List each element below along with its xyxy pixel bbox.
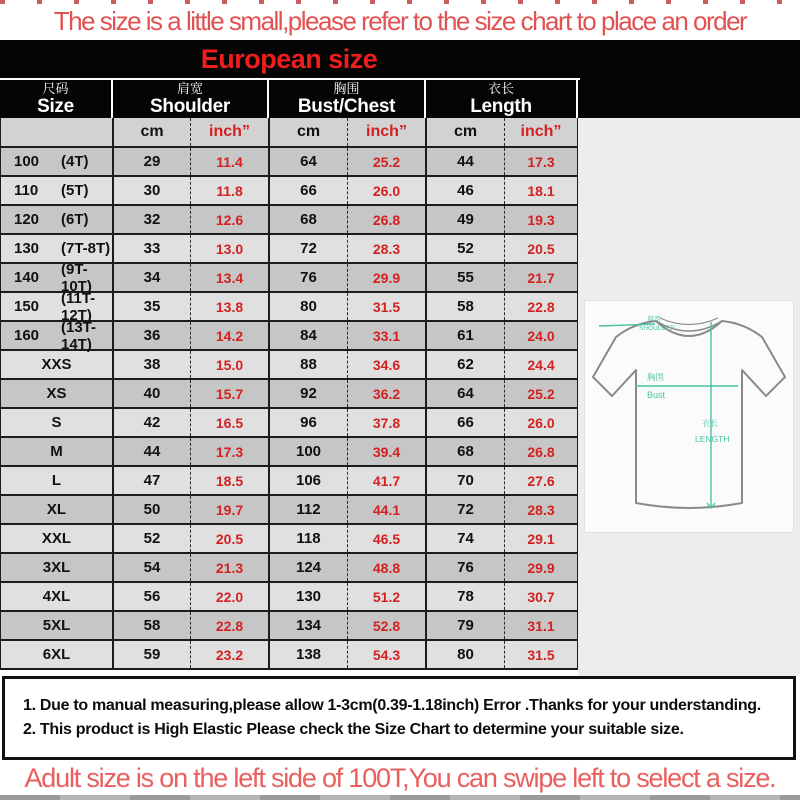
footer-swipe-hint: Adult size is on the left side of 100T,You can swipe left to select a size. (24, 763, 776, 793)
inch-value: 54.3 (348, 641, 427, 668)
cm-value: 84 (270, 322, 348, 349)
cm-value: 96 (270, 409, 348, 436)
notes-box (2, 676, 796, 760)
unit-inch: inch” (348, 118, 427, 146)
cm-value: 50 (114, 496, 191, 523)
inch-value: 22.8 (505, 293, 579, 320)
table-row (0, 583, 580, 612)
size-cell: 3XL (1, 554, 114, 581)
size-cell (1, 318, 114, 353)
tshirt-measure-diagram (585, 301, 793, 532)
cm-value: 52 (427, 235, 505, 262)
size-cell: XS (1, 380, 114, 407)
cm-value: 134 (270, 612, 348, 639)
inch-value: 16.5 (191, 409, 270, 436)
header-length-cn: 衣长 (487, 81, 514, 96)
table-row (0, 496, 580, 525)
cm-value: 118 (270, 525, 348, 552)
inch-value: 29.9 (348, 264, 427, 291)
inch-value: 26.8 (505, 438, 579, 465)
inch-value: 36.2 (348, 380, 427, 407)
cm-value: 42 (114, 409, 191, 436)
cm-value: 62 (427, 351, 505, 378)
cm-value: 76 (270, 264, 348, 291)
age-tag: (11T-12T) (61, 289, 96, 324)
cm-value: 100 (270, 438, 348, 465)
size-cell: XXL (1, 525, 114, 552)
unit-cm: cm (114, 118, 191, 146)
table-row (0, 554, 580, 583)
inch-value: 41.7 (348, 467, 427, 494)
size-cell: XXS (1, 351, 114, 378)
size-value: 100 (14, 153, 40, 170)
header-shoulder (113, 80, 269, 118)
cm-value: 112 (270, 496, 348, 523)
inch-value: 46.5 (348, 525, 427, 552)
cm-value: 92 (270, 380, 348, 407)
header-length (426, 80, 578, 118)
bust-label-cn: 胸围 (647, 372, 665, 382)
bust-label-en: Bust (647, 390, 666, 400)
unit-cm: cm (270, 118, 348, 146)
inch-value: 34.6 (348, 351, 427, 378)
size-cell: M (1, 438, 114, 465)
inch-value: 24.4 (505, 351, 579, 378)
cm-value: 124 (270, 554, 348, 581)
cm-value: 46 (427, 177, 505, 204)
inch-value: 15.7 (191, 380, 270, 407)
inch-value: 22.0 (191, 583, 270, 610)
header-shoulder-en: Shoulder (150, 96, 230, 117)
unit-row (0, 118, 580, 148)
size-cell (1, 289, 114, 324)
cm-value: 61 (427, 322, 505, 349)
shoulder-label-cn: 肩宽 (647, 316, 661, 323)
cm-value: 72 (270, 235, 348, 262)
age-tag: (4T) (61, 153, 89, 170)
size-cell: 5XL (1, 612, 114, 639)
header-bust-en: Bust/Chest (297, 96, 396, 117)
size-value: 150 (14, 298, 40, 315)
unit-inch: inch” (505, 118, 579, 146)
cm-value: 54 (114, 554, 191, 581)
cm-value: 88 (270, 351, 348, 378)
size-value: 120 (14, 211, 40, 228)
size-cell: S (1, 409, 114, 436)
table-header-banner (0, 40, 800, 118)
age-tag: (13T-14T) (61, 318, 97, 353)
table-row (0, 148, 580, 177)
european-size-title: European size (200, 44, 378, 74)
cm-value: 47 (114, 467, 191, 494)
inch-value: 20.5 (505, 235, 579, 262)
inch-value: 37.8 (348, 409, 427, 436)
cm-value: 52 (114, 525, 191, 552)
cm-value: 44 (114, 438, 191, 465)
age-tag: (6T) (61, 211, 89, 228)
inch-value: 25.2 (348, 148, 427, 175)
cm-value: 38 (114, 351, 191, 378)
cm-value: 72 (427, 496, 505, 523)
cm-value: 78 (427, 583, 505, 610)
cm-value: 35 (114, 293, 191, 320)
cm-value: 32 (114, 206, 191, 233)
cm-value: 80 (427, 641, 505, 668)
age-tag: (5T) (61, 182, 89, 199)
age-tag: (7T-8T) (61, 240, 111, 257)
cm-value: 36 (114, 322, 191, 349)
size-cell: 4XL (1, 583, 114, 610)
size-cell (1, 177, 114, 204)
cm-value: 30 (114, 177, 191, 204)
size-cell (1, 235, 114, 262)
header-size-en: Size (37, 96, 74, 117)
inch-value: 26.8 (348, 206, 427, 233)
cm-value: 59 (114, 641, 191, 668)
inch-value: 18.1 (505, 177, 579, 204)
table-row (0, 612, 580, 641)
cm-value: 40 (114, 380, 191, 407)
inch-value: 27.6 (505, 467, 579, 494)
cm-value: 56 (114, 583, 191, 610)
cm-value: 80 (270, 293, 348, 320)
inch-value: 44.1 (348, 496, 427, 523)
inch-value: 21.3 (191, 554, 270, 581)
size-table (0, 118, 580, 670)
inch-value: 17.3 (191, 438, 270, 465)
cm-value: 44 (427, 148, 505, 175)
inch-value: 52.8 (348, 612, 427, 639)
right-panel (578, 118, 800, 676)
cm-value: 66 (427, 409, 505, 436)
inch-value: 31.5 (348, 293, 427, 320)
inch-value: 20.5 (191, 525, 270, 552)
cm-value: 29 (114, 148, 191, 175)
inch-value: 11.8 (191, 177, 270, 204)
table-row (0, 177, 580, 206)
cm-value: 70 (427, 467, 505, 494)
inch-value: 25.2 (505, 380, 579, 407)
cm-value: 68 (427, 438, 505, 465)
header-length-en: Length (470, 96, 532, 117)
table-row (0, 467, 580, 496)
inch-value: 29.1 (505, 525, 579, 552)
inch-value: 12.6 (191, 206, 270, 233)
size-value: 140 (14, 269, 40, 286)
cm-value: 58 (427, 293, 505, 320)
inch-value: 15.0 (191, 351, 270, 378)
inch-value: 21.7 (505, 264, 579, 291)
cm-value: 130 (270, 583, 348, 610)
header-shoulder-cn: 肩宽 (176, 81, 203, 96)
inch-value: 14.2 (191, 322, 270, 349)
table-row (0, 351, 580, 380)
size-cell: XL (1, 496, 114, 523)
inch-value: 18.5 (191, 467, 270, 494)
note-line-1: 1. Due to manual measuring,please allow 1-3cm(0.39-1.18inch) Error .Thanks for your understanding. (23, 697, 761, 714)
table-row (0, 318, 580, 353)
table-row (0, 438, 580, 467)
size-cell (1, 206, 114, 233)
table-header-row (0, 78, 580, 118)
bottom-edge-strip (0, 795, 800, 800)
cm-value: 68 (270, 206, 348, 233)
cm-value: 64 (427, 380, 505, 407)
inch-value: 31.1 (505, 612, 579, 639)
inch-value: 29.9 (505, 554, 579, 581)
inch-value: 13.4 (191, 264, 270, 291)
size-value: 130 (14, 240, 40, 257)
cm-value: 74 (427, 525, 505, 552)
inch-value: 13.0 (191, 235, 270, 262)
inch-value: 17.3 (505, 148, 579, 175)
inch-value: 24.0 (505, 322, 579, 349)
header-size (0, 80, 113, 118)
table-row (0, 641, 580, 670)
size-cell: 6XL (1, 641, 114, 668)
inch-value: 26.0 (348, 177, 427, 204)
inch-value: 30.7 (505, 583, 579, 610)
size-value: 110 (14, 182, 39, 199)
table-row (0, 525, 580, 554)
size-table-rows (0, 148, 580, 670)
table-row (0, 380, 580, 409)
note-line-2: 2. This product is High Elastic Please check the Size Chart to determine your suitable size. (23, 721, 684, 738)
inch-value: 51.2 (348, 583, 427, 610)
cm-value: 49 (427, 206, 505, 233)
header-bust (269, 80, 426, 118)
cm-value: 34 (114, 264, 191, 291)
length-label-cn: 衣长 (702, 419, 718, 428)
size-cell (1, 148, 114, 175)
inch-value: 28.3 (348, 235, 427, 262)
header-bust-cn: 胸围 (333, 81, 360, 96)
inch-value: 33.1 (348, 322, 427, 349)
cm-value: 66 (270, 177, 348, 204)
cm-value: 64 (270, 148, 348, 175)
inch-value: 22.8 (191, 612, 270, 639)
inch-value: 19.3 (505, 206, 579, 233)
inch-value: 48.8 (348, 554, 427, 581)
cm-value: 55 (427, 264, 505, 291)
shoulder-label-en: SHOULDER (639, 325, 676, 332)
unit-cm: cm (427, 118, 505, 146)
table-row (0, 206, 580, 235)
inch-value: 13.8 (191, 293, 270, 320)
inch-value: 11.4 (191, 148, 270, 175)
cm-value: 106 (270, 467, 348, 494)
top-warning-title: The size is a little small,please refer to the size chart to place an order (53, 6, 747, 36)
unit-blank-cell (1, 118, 114, 146)
header-size-cn: 尺码 (42, 81, 69, 96)
cm-value: 76 (427, 554, 505, 581)
tshirt-outline-drawing (585, 301, 793, 532)
cm-value: 79 (427, 612, 505, 639)
size-cell (1, 260, 114, 295)
table-row (0, 409, 580, 438)
inch-value: 23.2 (191, 641, 270, 668)
inch-value: 39.4 (348, 438, 427, 465)
unit-inch: inch” (191, 118, 270, 146)
size-cell: L (1, 467, 114, 494)
size-value: 160 (14, 327, 40, 344)
cm-value: 138 (270, 641, 348, 668)
inch-value: 26.0 (505, 409, 579, 436)
cm-value: 33 (114, 235, 191, 262)
inch-value: 19.7 (191, 496, 270, 523)
inch-value: 31.5 (505, 641, 579, 668)
age-tag: (9T-10T) (61, 260, 92, 295)
length-label-en: LENGTH (695, 434, 730, 444)
inch-value: 28.3 (505, 496, 579, 523)
cm-value: 58 (114, 612, 191, 639)
footer-banner (0, 760, 800, 795)
